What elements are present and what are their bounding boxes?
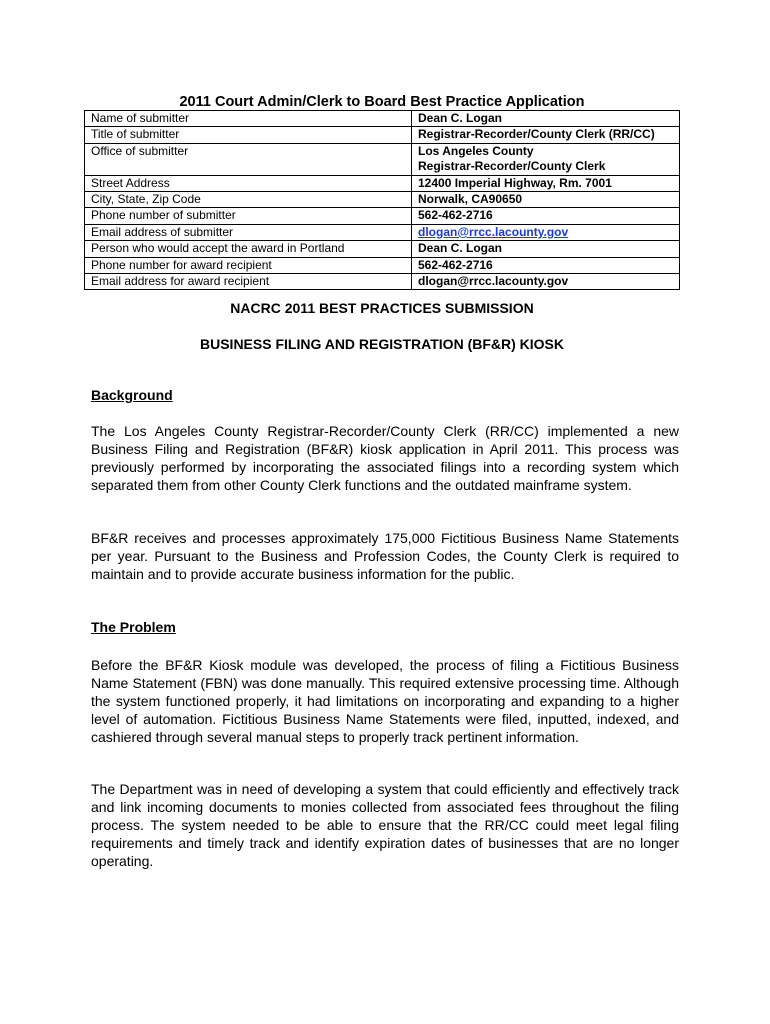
row-label: Person who would accept the award in Portland	[85, 241, 412, 257]
table-row	[85, 241, 680, 257]
row-label: Street Address	[85, 175, 412, 191]
row-label: Phone number of submitter	[85, 208, 412, 224]
row-value: Norwalk, CA90650	[412, 192, 680, 208]
kiosk-heading: BUSINESS FILING AND REGISTRATION (BF&R) KIOSK	[200, 336, 564, 352]
row-value: dlogan@rrcc.lacounty.gov	[412, 274, 680, 290]
table-row	[85, 143, 680, 175]
row-label: Office of submitter	[85, 143, 412, 175]
row-value: Dean C. Logan	[412, 241, 680, 257]
row-value	[412, 224, 680, 240]
row-value: 562-462-2716	[412, 208, 680, 224]
row-label: Email address for award recipient	[85, 274, 412, 290]
problem-heading: The Problem	[91, 619, 176, 635]
table-row	[85, 208, 680, 224]
office-line-2: Registrar-Recorder/County Clerk	[418, 159, 606, 174]
row-value: 12400 Imperial Highway, Rm. 7001	[412, 175, 680, 191]
document-title: 2011 Court Admin/Clerk to Board Best Practice Application	[179, 94, 585, 110]
row-value: Dean C. Logan	[412, 111, 680, 127]
problem-paragraph-1: Before the BF&R Kiosk module was developed, the process of filing a Fictitious Business Name Statement (FBN) was done manually. This required extensive processing time. Although the system functioned properly, it had limitations on incorporating and expanding to a higher level of automation. Fictitious Business Name Statements were filed, inputted, indexed, and cashiered through several manual steps to properly track pertinent information.	[91, 657, 679, 745]
row-label: City, State, Zip Code	[85, 192, 412, 208]
background-paragraph-1: The Los Angeles County Registrar-Recorder/County Clerk (RR/CC) implemented a new Business Filing and Registration (BF&R) kiosk application in April 2011. This process was previously performed by incorporating the associated filings into a recording system which separated them from other County Clerk functions and the outdated mainframe system.	[91, 423, 679, 493]
row-value: 562-462-2716	[412, 257, 680, 273]
table-row	[85, 127, 680, 143]
problem-paragraph-2: The Department was in need of developing a system that could efficiently and effectively track and link incoming documents to monies collected from associated fees throughout the filing process. The system needed to be able to ensure that the RR/CC could meet legal filing requirements and timely track and identify expiration dates of businesses that are no longer operating.	[91, 781, 679, 869]
office-line-1: Los Angeles County	[418, 143, 534, 158]
table-row	[85, 175, 680, 191]
submitter-email-link[interactable]: dlogan@rrcc.lacounty.gov	[418, 224, 569, 239]
row-label: Phone number for award recipient	[85, 257, 412, 273]
submitter-info-table	[84, 110, 680, 290]
table-row	[85, 192, 680, 208]
row-label: Name of submitter	[85, 111, 412, 127]
row-label: Email address of submitter	[85, 224, 412, 240]
table-row	[85, 111, 680, 127]
background-heading: Background	[91, 387, 173, 403]
row-label: Title of submitter	[85, 127, 412, 143]
table-row	[85, 274, 680, 290]
row-value	[412, 143, 680, 175]
submission-heading: NACRC 2011 BEST PRACTICES SUBMISSION	[230, 300, 534, 316]
table-row	[85, 224, 680, 240]
background-paragraph-2: BF&R receives and processes approximately 175,000 Fictitious Business Name Statements per year. Pursuant to the Business and Profession Codes, the County Clerk is required to maintain and to provide accurate business information for the public.	[91, 530, 679, 582]
table-row	[85, 257, 680, 273]
row-value: Registrar-Recorder/County Clerk (RR/CC)	[412, 127, 680, 143]
